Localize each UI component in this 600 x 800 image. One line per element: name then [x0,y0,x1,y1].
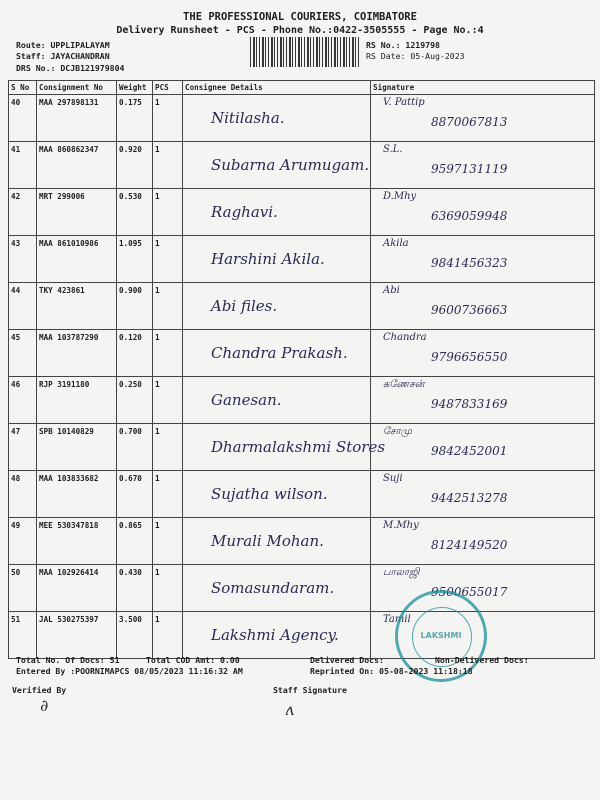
cell-signature [371,283,595,330]
cell-consignment: MAA 103787290 [37,330,117,377]
cell-consignment: TKY 423861 [37,283,117,330]
cell-weight: 3.500 [117,612,153,659]
cell-consignment: JAL 530275397 [37,612,117,659]
cell-consignment: MAA 860862347 [37,142,117,189]
table-row [9,518,595,565]
cell-sno: 44 [9,283,37,330]
total-cod: Total COD Amt: 0.00 [146,655,240,665]
cell-pcs: 1 [153,95,183,142]
receiver-signature: கணேசன் [383,379,425,390]
cell-signature [371,424,595,471]
cell-consignee [183,283,371,330]
cell-pcs: 1 [153,377,183,424]
cell-sno: 40 [9,95,37,142]
cell-pcs: 1 [153,471,183,518]
consignee-name: Murali Mohan. [211,532,324,550]
cell-signature [371,377,595,424]
rs-number: RS No.: 1219798 [366,40,440,50]
cell-consignee [183,612,371,659]
col-sno: S No [9,81,37,95]
consignee-name: Dharmalakshmi Stores [211,438,386,456]
rs-date: RS Date: 05-Aug-2023 [366,51,465,61]
cell-sno: 46 [9,377,37,424]
consignee-name: Nitilasha. [211,109,285,127]
cell-consignee [183,518,371,565]
total-docs: Total No. Of Docs: 51 [16,655,120,665]
cell-consignee [183,189,371,236]
table-row [9,236,595,283]
cell-signature [371,565,595,612]
drs-label: DRS No.: DCJB121979804 [16,63,125,73]
receiver-phone: 9597131119 [431,162,508,176]
cell-consignment: MRT 299006 [37,189,117,236]
consignee-name: Chandra Prakash. [211,344,348,362]
receiver-phone: 9442513278 [431,491,508,505]
cell-pcs: 1 [153,612,183,659]
receiver-phone: 8124149520 [431,538,508,552]
cell-sno: 41 [9,142,37,189]
table-row [9,142,595,189]
consignee-name: Lakshmi Agency. [211,626,339,644]
table-row [9,283,595,330]
cell-weight: 0.900 [117,283,153,330]
cell-consignment: MAA 103833682 [37,471,117,518]
cell-consignment: MAA 861010986 [37,236,117,283]
cell-pcs: 1 [153,565,183,612]
verifier-mark: ∂ [40,696,49,715]
staff-mark: ʌ [285,700,295,719]
receiver-phone: 8870067813 [431,115,508,129]
table-row [9,565,595,612]
staff-label: Staff: JAYACHANDRAN [16,51,110,61]
table-row [9,471,595,518]
cell-pcs: 1 [153,283,183,330]
receiver-phone: 6369059948 [431,209,508,223]
table-row [9,424,595,471]
consignee-name: Somasundaram. [211,579,335,597]
receiver-phone: 9500655017 [431,585,508,599]
cell-pcs: 1 [153,518,183,565]
cell-sno: 49 [9,518,37,565]
col-consignment: Consignment No [37,81,117,95]
cell-sno: 43 [9,236,37,283]
cell-pcs: 1 [153,330,183,377]
cell-consignee [183,424,386,471]
col-weight: Weight [117,81,153,95]
cell-consignee [183,95,371,142]
table-row [9,330,595,377]
cell-weight: 0.865 [117,518,153,565]
receiver-phone: 9842452001 [431,444,508,458]
cell-signature [371,95,595,142]
cell-signature [371,330,595,377]
col-pcs: PCS [153,81,183,95]
cell-consignment: MAA 102926414 [37,565,117,612]
table-row [9,612,595,659]
cell-signature [371,142,595,189]
cell-signature [371,471,595,518]
col-signature: Signature [371,81,595,95]
stamp-text: LAKSHMI [420,631,462,640]
route-label: Route: UPPLIPALAYAM [16,40,110,50]
cell-weight: 0.250 [117,377,153,424]
receiver-phone: 9600736663 [431,303,508,317]
cell-sno: 42 [9,189,37,236]
consignee-name: Subarna Arumugam. [211,156,370,174]
receiver-signature: பாலாஜி [383,567,420,578]
cell-consignee [183,236,371,283]
cell-pcs: 1 [153,424,183,471]
cell-consignee [183,330,371,377]
cell-signature [371,236,595,283]
runsheet-table [8,80,595,659]
receiver-signature: V. Pattip [383,97,425,108]
non-delivered-docs: Non-Delivered Docs: [435,655,529,665]
receiver-phone: 9841456323 [431,256,508,270]
table-header-row [9,81,595,95]
receiver-signature: Suji [383,473,403,484]
cell-consignment: MAA 297898131 [37,95,117,142]
receiver-phone: 9487833169 [431,397,508,411]
cell-pcs: 1 [153,142,183,189]
cell-sno: 48 [9,471,37,518]
cell-weight: 0.120 [117,330,153,377]
cell-pcs: 1 [153,236,183,283]
cell-consignee [183,377,371,424]
runsheet-subtitle: Delivery Runsheet - PCS - Phone No.:0422-3505555 - Page No.:4 [116,25,484,36]
cell-weight: 0.920 [117,142,153,189]
receiver-signature: M.Mhy [383,520,419,531]
cell-consignee [183,471,371,518]
col-consignee: Consignee Details [183,81,371,95]
cell-signature [371,189,595,236]
receiver-signature: Abi [383,285,400,296]
cell-pcs: 1 [153,189,183,236]
receiver-phone: 9796656550 [431,350,508,364]
delivered-docs: Delivered Docs: [310,655,384,665]
cell-consignee [183,142,371,189]
receiver-signature: Chandra [383,332,427,343]
cell-sno: 45 [9,330,37,377]
cell-weight: 0.670 [117,471,153,518]
receiver-signature: S.L. [383,144,403,155]
cell-weight: 1.095 [117,236,153,283]
cell-consignment: MEE 530347818 [37,518,117,565]
verified-by-label: Verified By [12,685,67,695]
cell-sno: 50 [9,565,37,612]
cell-signature [371,518,595,565]
entered-by: Entered By :POORNIMAPCS 08/05/2023 11:16:32 AM [16,666,243,676]
cell-consignee [183,565,371,612]
consignee-name: Ganesan. [211,391,282,409]
cell-consignment: SPB 10140829 [37,424,117,471]
consignee-name: Sujatha wilson. [211,485,328,503]
table-row [9,95,595,142]
consignee-name: Raghavi. [211,203,278,221]
cell-sno: 51 [9,612,37,659]
company-title: THE PROFESSIONAL COURIERS, COIMBATORE [183,11,417,23]
reprinted-on: Reprinted On: 05-08-2023 11:18:18 [310,666,473,676]
receiver-signature: சோமு [383,426,412,437]
receiver-signature: Akila [383,238,409,249]
cell-weight: 0.175 [117,95,153,142]
cell-consignment: RJP 3191180 [37,377,117,424]
cell-weight: 0.700 [117,424,153,471]
receiver-signature: D.Mhy [383,191,417,202]
consignee-name: Harshini Akila. [211,250,325,268]
table-row [9,189,595,236]
cell-sno: 47 [9,424,37,471]
consignee-name: Abi files. [211,297,278,315]
barcode [250,37,360,67]
cell-weight: 0.430 [117,565,153,612]
cell-weight: 0.530 [117,189,153,236]
staff-signature-label: Staff Signature [273,685,347,695]
receiver-signature: Tamil [383,614,411,625]
table-row [9,377,595,424]
